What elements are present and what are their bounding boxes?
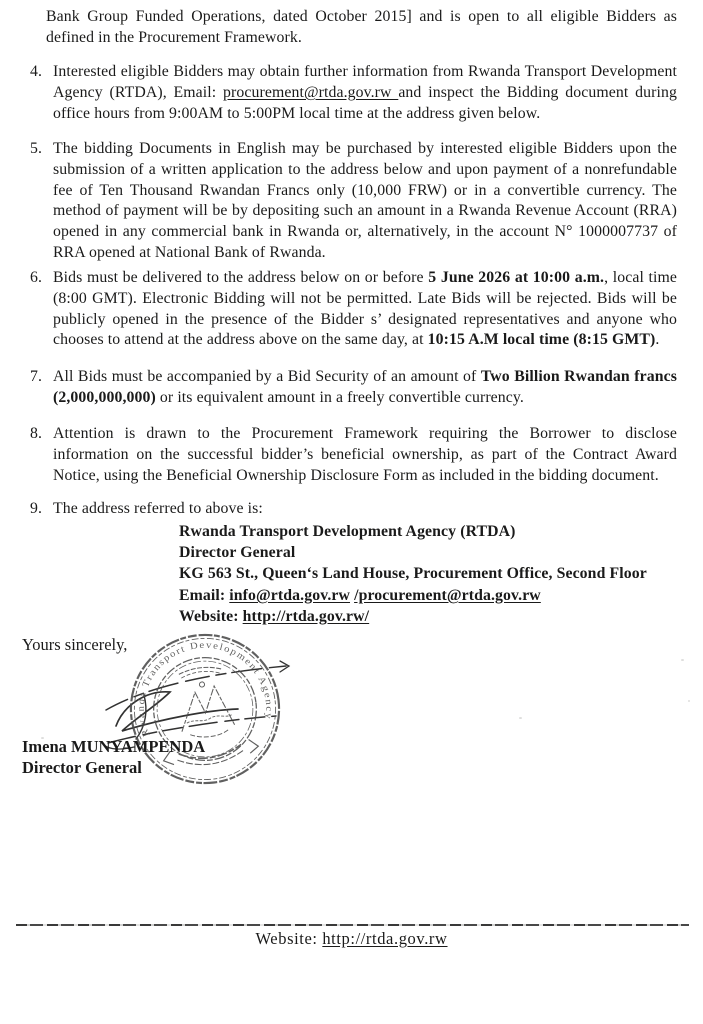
footer-website-label: Website: [255, 929, 323, 948]
list-item-4-body [53, 62, 677, 124]
footer-website-link[interactable]: http://rtda.gov.rw [322, 929, 448, 948]
website-label: Website: [179, 607, 243, 625]
list-number: 6. [30, 269, 43, 286]
list-number: 5. [30, 140, 43, 157]
item4-text-after-email: and inspect the Bidding document during office hours from 9:00AM to 5:00PM local time at the address given below. [53, 83, 677, 122]
paragraph-continuation-text: Bank Group Funded Operations, dated October 2015] and is open to all eligible Bidders as defined in the Procurement Framework. [46, 8, 677, 46]
list-number: 7. [30, 368, 43, 385]
procurement-email-link-2[interactable]: /procurement@rtda.gov.rw [354, 586, 541, 604]
procurement-email-link[interactable]: procurement@rtda.gov.rw [223, 83, 399, 101]
bid-deadline-bold: 5 June 2026 at 10:00 a.m. [428, 269, 605, 286]
item6-text-3: . [655, 331, 660, 349]
list-item-4 [30, 62, 677, 124]
item6-text-2: , local time (8:00 GMT). Electronic Bidding will not be permitted. Late Bids will be rejected. Bids will be publicly opened in the presence of the Bidder s’ designated representatives and anyone who chooses to attend at the address above on the same day, at [53, 269, 677, 349]
scan-speck [519, 717, 522, 719]
list-number: 8. [30, 425, 43, 442]
paragraph-continuation [30, 7, 677, 49]
list-item-7-body [53, 367, 677, 409]
footer-website-line [0, 929, 703, 949]
list-item-6-body [53, 268, 677, 351]
list-item-9 [30, 499, 677, 627]
item7-text-1: All Bids must be accompanied by a Bid Security of an amount of [53, 368, 481, 385]
scan-speck [681, 659, 684, 661]
stamp-curved-text: Rwanda Transport Development Agency [136, 640, 274, 738]
salutation: Yours sincerely, [22, 635, 128, 654]
list-item-5-body: The bidding Documents in English may be purchased by interested eligible Bidders upon the submission of a written application to the address below and upon payment of a nonrefundable fee of Ten Thousand Rwandan Francs only (10,000 FRW) or in a convertible currency. The method of payment will be by depositing such an amount in a Rwanda Revenue Account (RRA) opened in any commercial bank in Rwanda or, alternatively, in the account N° 1000007737 of RRA opened at National Bank of Rwanda. [53, 140, 677, 261]
footer-divider [16, 924, 689, 926]
list-item-8 [30, 424, 677, 486]
scan-speck [688, 700, 690, 702]
item6-text-1: Bids must be delivered to the address below on or before [53, 269, 429, 286]
website-link[interactable]: http://rtda.gov.rw/ [242, 607, 370, 625]
address-street: KG 563 St., Queen‘s Land House, Procurement Office, Second Floor [179, 565, 647, 583]
address-agency: Rwanda Transport Development Agency (RTDA) [179, 522, 516, 540]
item9-text: The address referred to above is: [53, 500, 263, 517]
rtda-round-stamp [117, 619, 294, 799]
info-email-link[interactable]: info@rtda.gov.rw [229, 586, 351, 604]
list-item-5 [30, 139, 677, 264]
address-email-line [179, 585, 677, 606]
svg-text:Rwanda Transport Development A [129, 633, 275, 738]
address-recipient: Director General [179, 544, 296, 562]
signatory-title: Director General [22, 758, 142, 777]
list-item-7 [30, 367, 677, 409]
email-label: Email: [179, 586, 230, 604]
signatory-name: Imena MUNYAMPENDA [22, 737, 206, 756]
bid-security-amount-bold: Two Billion Rwandan francs (2,000,000,000) [53, 368, 677, 406]
list-item-9-body [53, 499, 677, 627]
list-number: 9. [30, 500, 43, 517]
item4-text-before-email: Interested eligible Bidders may obtain further information from Rwanda Transport Development Agency (RTDA), Email: [53, 63, 677, 101]
item7-text-2: or its equivalent amount in a freely convertible currency. [155, 388, 524, 406]
list-item-6 [30, 268, 677, 351]
address-block [179, 521, 677, 627]
list-item-8-body: Attention is drawn to the Procurement Framework requiring the Borrower to disclose information on the successful bidder’s beneficial ownership, as part of the Contract Award Notice, using the Beneficial Ownership Disclosure Form as included in the bidding document. [53, 425, 677, 484]
list-number: 4. [30, 63, 43, 80]
bid-opening-time-bold: 10:15 A.M local time (8:15 GMT) [427, 331, 656, 349]
